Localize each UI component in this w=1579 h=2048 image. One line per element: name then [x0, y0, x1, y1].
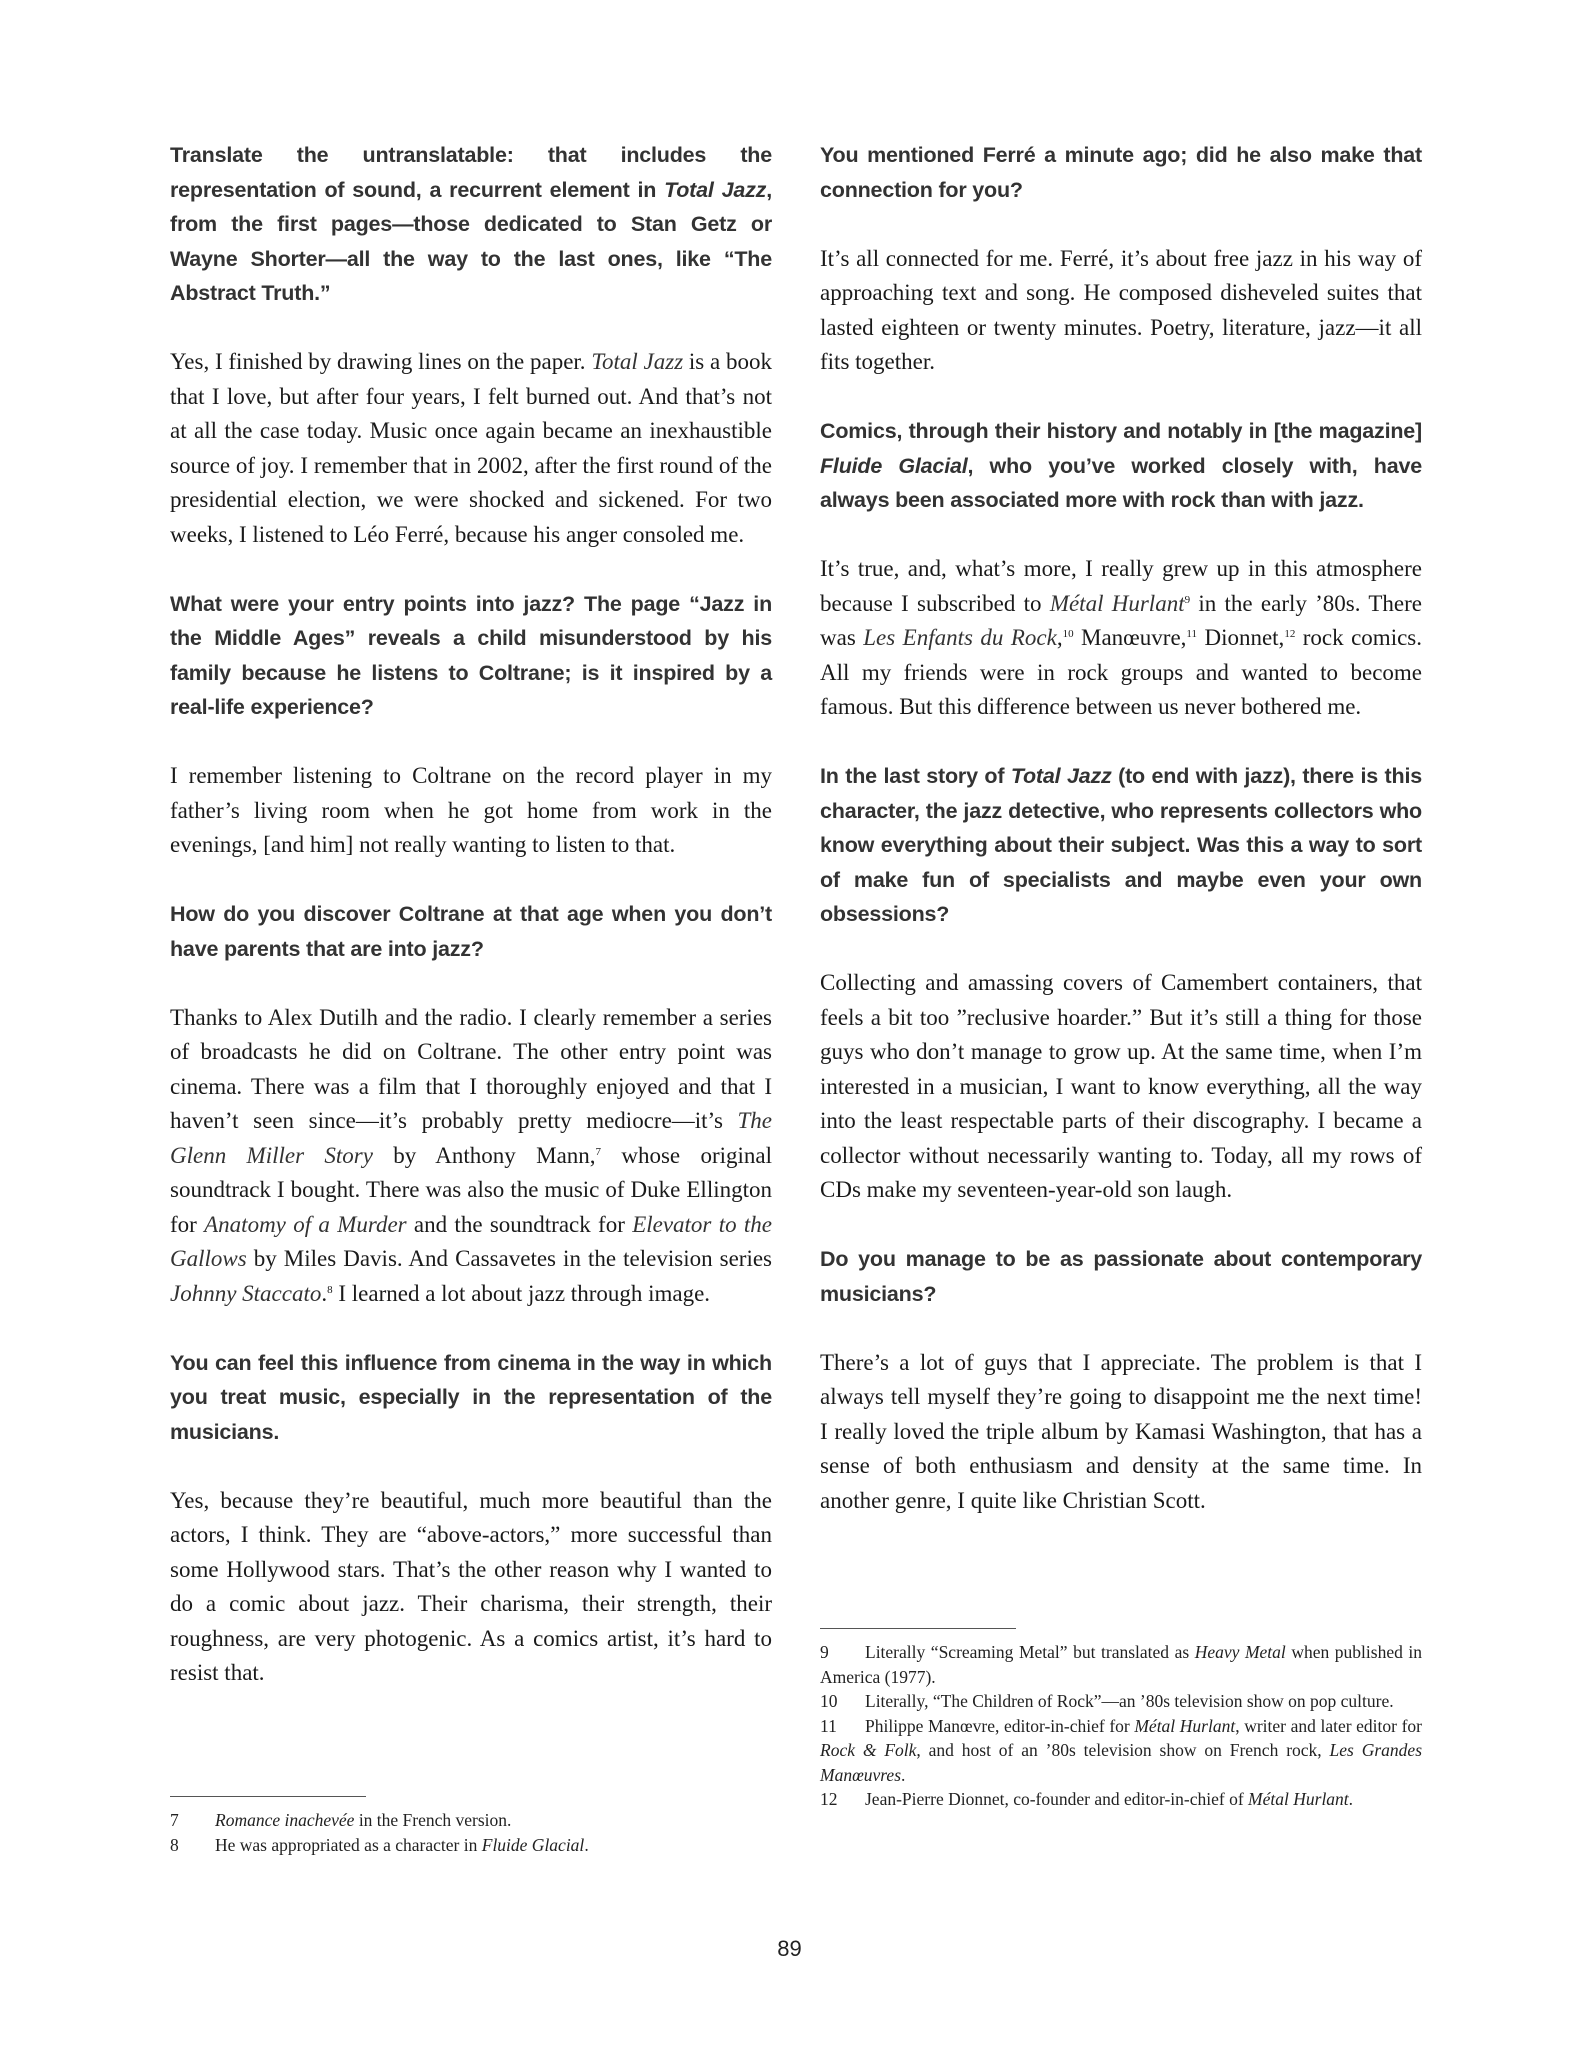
left-column [170, 138, 772, 1725]
interview-answer [170, 345, 772, 552]
text-run: I remember listening to Coltrane on the record player in my father’s living room when he got home from work in the evenings, [and him] not really wanting to listen to that. [170, 763, 772, 857]
text-run: . [901, 1764, 906, 1785]
text-run: by Anthony Mann, [372, 1142, 596, 1168]
italic-title: Rock & Folk [820, 1740, 917, 1760]
italic-title: Métal Hurlant [1134, 1715, 1236, 1736]
italic-title: Total Jazz [1010, 764, 1112, 788]
italic-title: Les Enfants du Rock [863, 625, 1057, 650]
footnote-reference: 12 [1284, 628, 1296, 640]
footnote-number: 10 [820, 1691, 838, 1711]
interview-question [170, 587, 772, 725]
italic-title: Fluide Glacial [481, 1834, 585, 1855]
text-run: (to end with jazz), there is this character, the jazz detective, who represents collectors who know everything about their subject. Was this a way to sort of make fun of specialists and maybe even your own obsessions? [820, 764, 1422, 926]
interview-answer [170, 759, 772, 863]
italic-title: Total Jazz [664, 177, 767, 202]
text-run: , who you’ve worked closely with, have always been associated more with rock than with jazz. [820, 453, 1422, 512]
text-run: There’s a lot of guys that I appreciate. The problem is that I always tell myself they’re going to disappoint me the next time! I really loved the triple album by Kamasi Washington, that has a sense of both enthusiasm and density at the same time. In another genre, I quite like Christian Scott. [820, 1349, 1422, 1513]
interview-answer [820, 1346, 1422, 1519]
right-column [820, 138, 1422, 1553]
footnote-reference: 10 [1062, 628, 1074, 640]
footnote-number: 9 [820, 1642, 829, 1662]
text-run: You can feel this influence from cinema in the way in which you treat music, especially in the representation of the musicians. [170, 1350, 772, 1444]
text-run: In the last story of [820, 764, 1011, 788]
interview-question [820, 1242, 1422, 1311]
italic-title: Les Grandes Manœuvres [820, 1740, 1423, 1785]
italic-title: Heavy Metal [1194, 1642, 1286, 1662]
interview-question [170, 1346, 772, 1450]
footnote [820, 1640, 1422, 1689]
footnote-reference: 11 [1186, 628, 1197, 640]
text-run: Yes, because they’re beautiful, much more beautiful than the actors, I think. They are “above-actors,” more successful than some Hollywood stars. That’s the other reason why I wanted to do a comic about jazz. Their charisma, their strength, their roughness, are very photogenic. As a comics artist, it’s hard to resist that. [170, 1487, 772, 1685]
italic-title: Romance inachevée [215, 1810, 355, 1830]
text-run: Yes, I finished by drawing lines on the paper. [170, 349, 592, 374]
italic-title: Métal Hurlant [1049, 590, 1185, 616]
italic-title: Johnny Staccato [170, 1280, 322, 1306]
text-run: Manœuvre, [1073, 625, 1187, 650]
footnotes-right [820, 1640, 1422, 1812]
text-run: . [1348, 1789, 1354, 1809]
interview-answer [820, 966, 1422, 1208]
footnote-rule [170, 1796, 366, 1797]
interview-answer [820, 242, 1422, 380]
footnote-reference: 8 [327, 1283, 333, 1296]
italic-title: Métal Hurlant [1248, 1789, 1349, 1809]
text-run: , [1056, 625, 1063, 650]
text-run: when published in America (1977). [820, 1642, 1423, 1687]
text-run: I learned a lot about jazz through image. [332, 1280, 711, 1306]
interview-question [170, 138, 772, 311]
footnote-number: 7 [170, 1810, 179, 1830]
text-run: , from the first pages—those dedicated to Stan Getz or Wayne Shorter—all the way to the last ones, like “The Abstract Truth.” [170, 177, 772, 305]
text-run: Dionnet, [1197, 625, 1285, 650]
footnote-reference: 9 [1184, 593, 1191, 606]
interview-question [820, 138, 1422, 207]
text-run: , and host of an ’80s television show on French rock, [916, 1740, 1330, 1760]
italic-title: Fluide Glacial [820, 453, 968, 478]
text-run: , writer and later editor for [1235, 1715, 1422, 1736]
text-run: You mentioned Ferré a minute ago; did he also make that connection for you? [820, 143, 1422, 202]
text-run: Literally “Screaming Metal” but translated as [865, 1642, 1195, 1662]
text-run: Literally, “The Children of Rock”—an ’80s television show on pop culture. [865, 1691, 1394, 1711]
text-run: Jean-Pierre Dionnet, co-founder and editor-in-chief of [865, 1789, 1249, 1809]
text-run: in the French version. [354, 1810, 512, 1830]
footnotes-left [170, 1808, 772, 1857]
footnote [820, 1689, 1422, 1714]
interview-answer [820, 552, 1422, 725]
text-run: Philippe Manœvre, editor-in-chief for [865, 1715, 1135, 1736]
text-run: Thanks to Alex Dutilh and the radio. I clearly remember a series of broadcasts he did on Coltrane. The other entry point was cinema. There was a film that I thoroughly enjoyed and that I haven’t seen since—it’s probably pretty mediocre—it’s [170, 1004, 772, 1133]
text-run: Comics, through their history and notably in [the magazine] [820, 419, 1422, 443]
interview-answer [170, 1484, 772, 1691]
text-run: rock comics. All my friends were in rock groups and wanted to become famous. But this difference between us never bothered me. [820, 625, 1422, 719]
interview-question [820, 414, 1422, 518]
interview-answer [170, 1001, 772, 1312]
text-run: How do you discover Coltrane at that age when you don’t have parents that are into jazz? [170, 902, 772, 961]
italic-title: Elevator to the Gallows [170, 1211, 772, 1271]
text-run: and the soundtrack for [406, 1211, 633, 1237]
page-number: 89 [777, 1936, 802, 1961]
italic-title: Total Jazz [591, 349, 684, 374]
text-run: He was appropriated as a character in [215, 1834, 482, 1855]
italic-title: The Glenn Miller Story [170, 1108, 772, 1168]
footnote [170, 1808, 772, 1833]
italic-title: Anatomy of a Murder [204, 1211, 407, 1237]
text-run: whose original soundtrack I bought. There was also the music of Duke Ellington for [170, 1142, 772, 1237]
text-run: What were your entry points into jazz? The page “Jazz in the Middle Ages” reveals a child misunderstood by his family because he listens to Coltrane; is it inspired by a real-life experience? [170, 591, 772, 719]
footnote [820, 1714, 1422, 1788]
footnote-number: 11 [820, 1715, 837, 1736]
footnote-reference: 7 [595, 1145, 602, 1158]
text-run: is a book that I love, but after four years, I felt burned out. And that’s not at all the case today. Music once again became an inexhaustible source of joy. I remember that in 2002, after the first round of the presidential election, we were shocked and sickened. For two weeks, I listened to Léo Ferré, because his anger consoled me. [170, 349, 772, 547]
interview-question [820, 759, 1422, 932]
footnote-number: 12 [820, 1789, 838, 1809]
text-run: . [584, 1834, 589, 1855]
text-run: . [321, 1280, 328, 1306]
text-run: Translate the untranslatable: that includes the representation of sound, a recurrent element in [170, 143, 772, 202]
footnote-number: 8 [170, 1834, 179, 1855]
text-run: Do you manage to be as passionate about contemporary musicians? [820, 1247, 1422, 1306]
text-run: Collecting and amassing covers of Camembert containers, that feels a bit too ”reclusive hoarder.” But it’s still a thing for those guys who don’t manage to grow up. At the same time, when I’m interested in a musician, I want to know everything, all the way into the least respectable parts of their discography. I became a collector without necessarily wanting to. Today, all my rows of CDs make my seventeen-year-old son laugh. [820, 970, 1422, 1202]
footnote [820, 1787, 1422, 1812]
text-run: by Miles Davis. And Cassavetes in the television series [246, 1246, 772, 1271]
text-run: in the early ’80s. There was [820, 590, 1422, 650]
footnote [170, 1833, 772, 1858]
text-run: It’s true, and, what’s more, I really grew up in this atmosphere because I subscribed to [820, 556, 1422, 616]
footnote-rule [820, 1628, 1016, 1629]
interview-question [170, 897, 772, 966]
text-run: It’s all connected for me. Ferré, it’s about free jazz in his way of approaching text and song. He composed disheveled suites that lasted eighteen or twenty minutes. Poetry, literature, jazz—it all fits together. [820, 245, 1422, 374]
